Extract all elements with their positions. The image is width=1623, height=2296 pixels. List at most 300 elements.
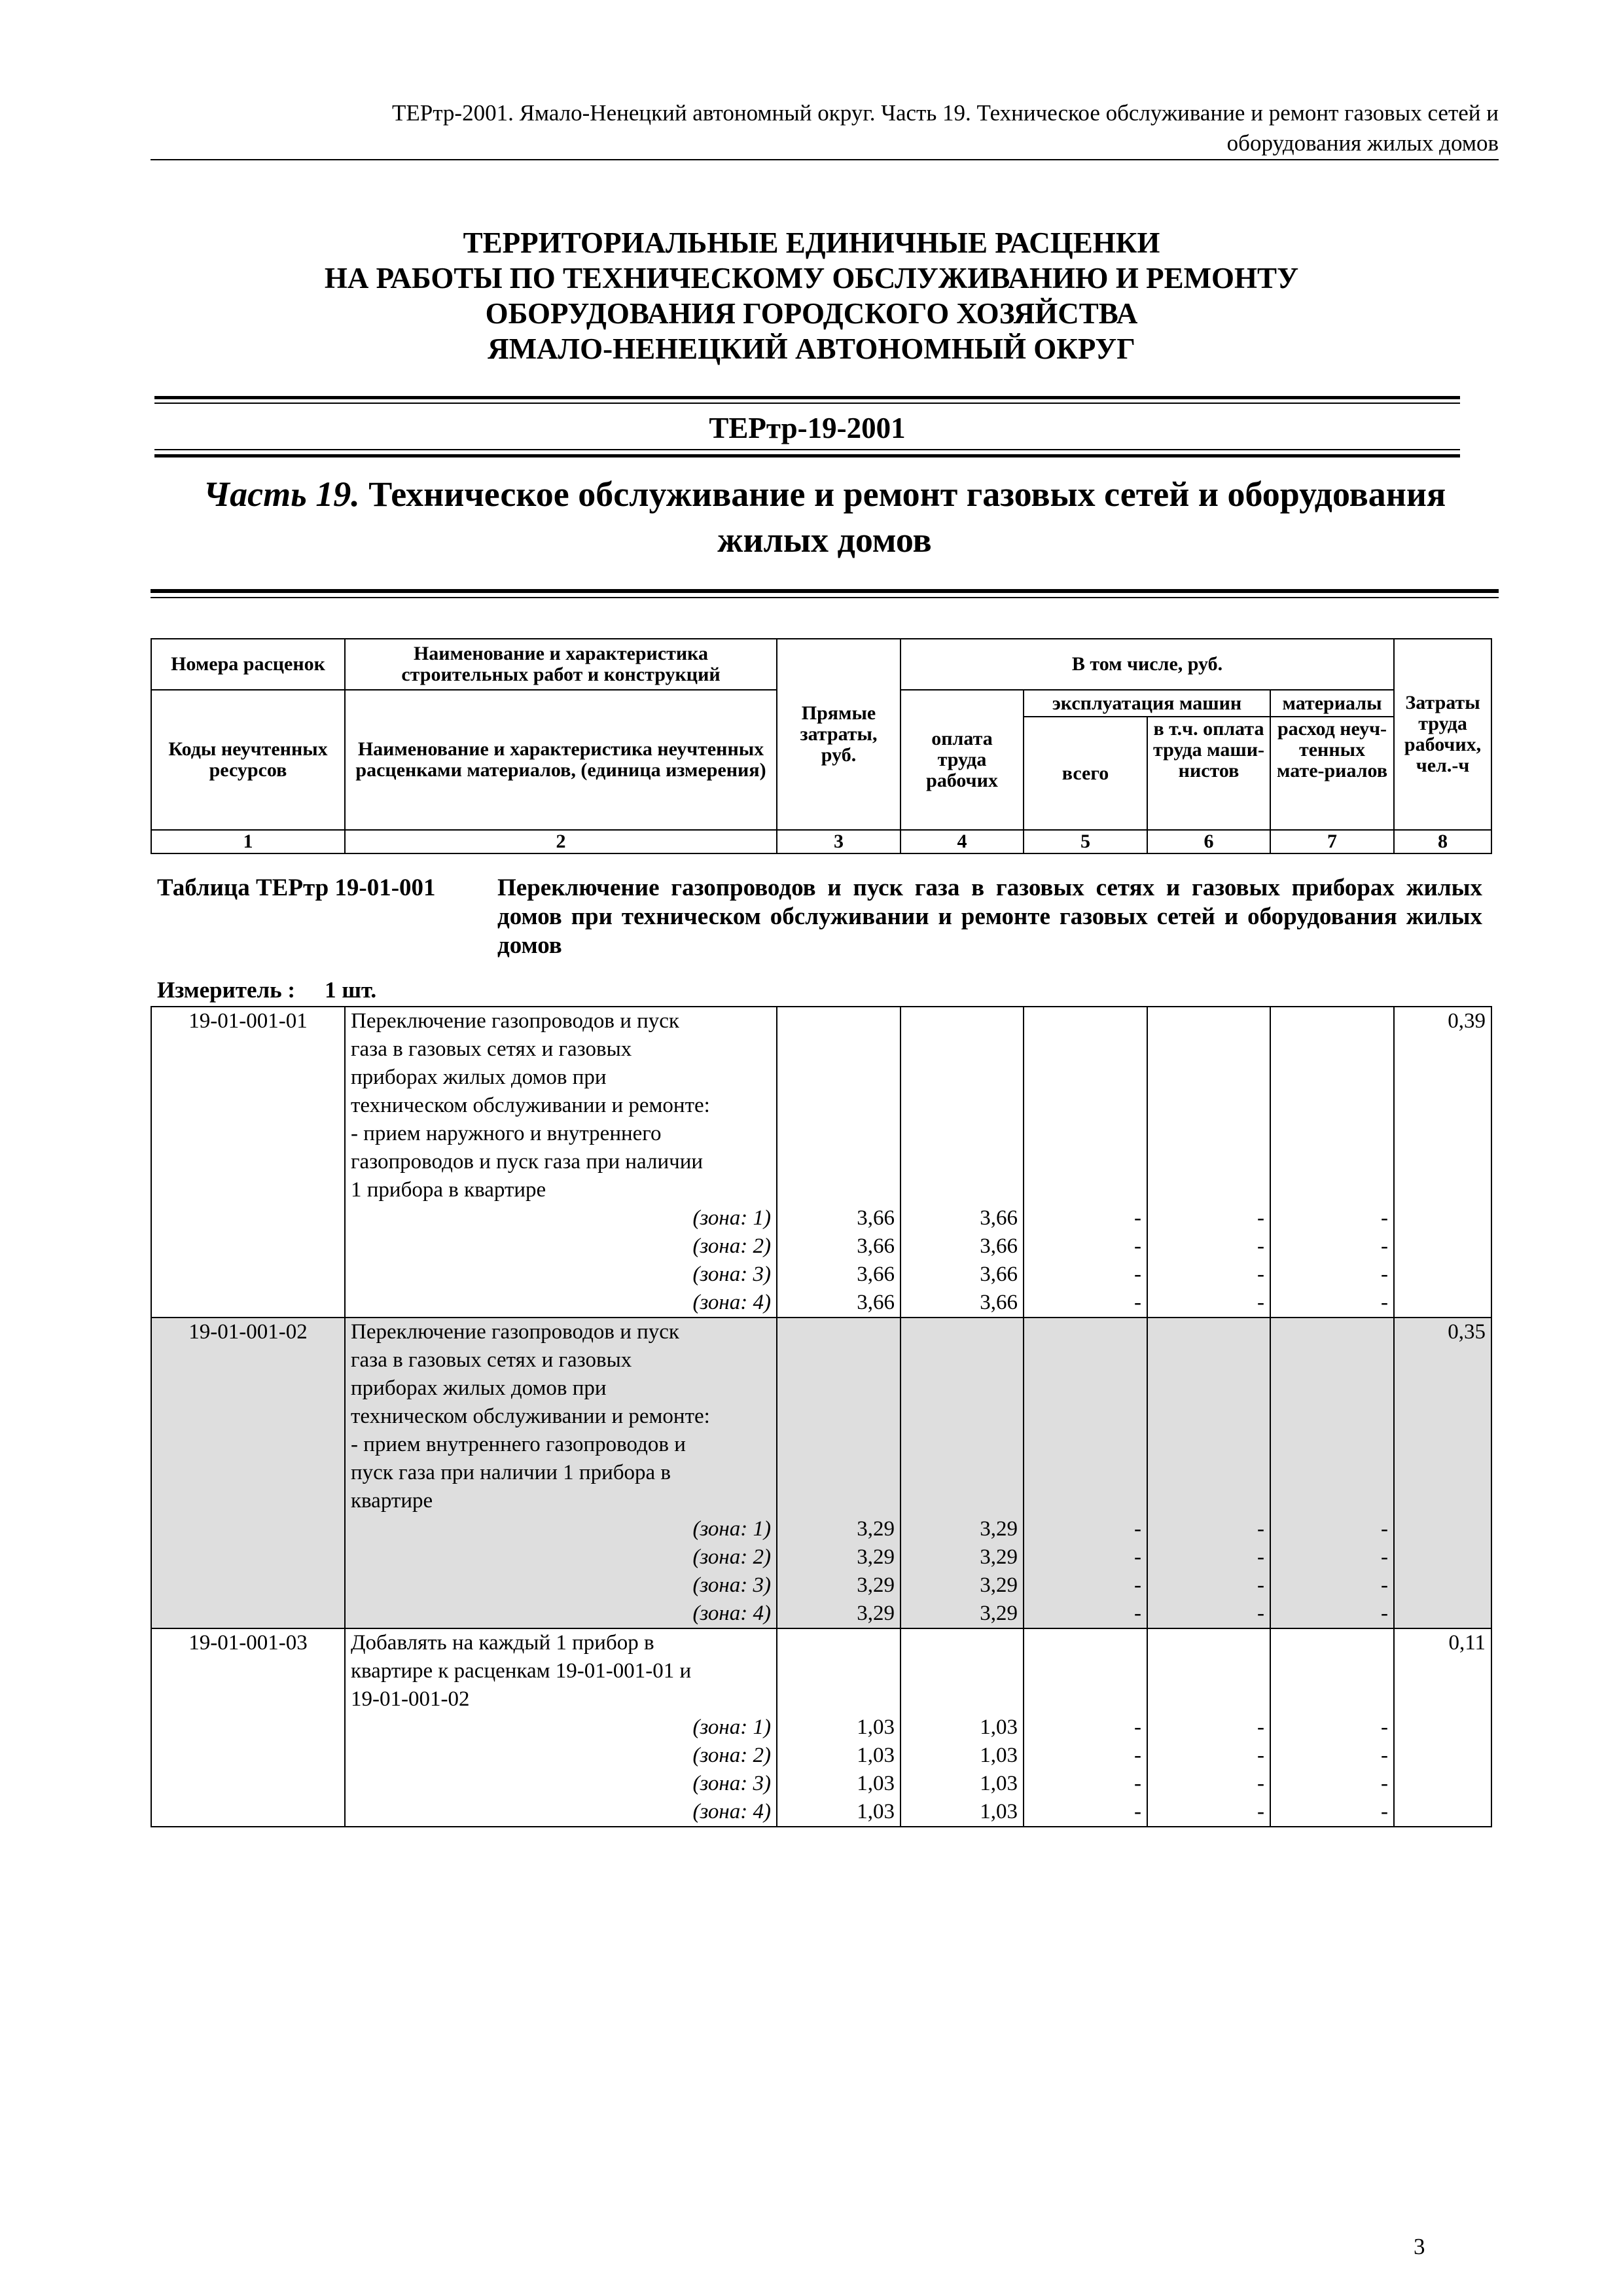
rate-code-cell [151, 1261, 345, 1289]
rate-zone-row [151, 1261, 1491, 1289]
machine-total-value: - [1024, 1770, 1147, 1798]
rate-zone-row [151, 1232, 1491, 1261]
materials-value: - [1270, 1742, 1394, 1770]
direct-cost-value: 3,66 [777, 1204, 901, 1232]
machine-total-value: - [1024, 1289, 1147, 1318]
header-machinist-pay: в т.ч. оплата труда маши-нистов [1147, 717, 1270, 829]
rate-code-cell [151, 1685, 345, 1713]
empty-cell [1270, 1374, 1394, 1403]
empty-cell [777, 1176, 901, 1204]
empty-cell [777, 1120, 901, 1148]
rate-description-line: Переключение газопроводов и пуск [345, 1007, 777, 1035]
column-number: 7 [1270, 830, 1394, 853]
column-header-table [151, 638, 1492, 854]
zone-label: (зона: 4) [345, 1798, 777, 1827]
empty-cell [1024, 1007, 1147, 1035]
column-number: 6 [1147, 830, 1270, 853]
rate-code-cell [151, 1431, 345, 1459]
empty-cell [777, 1487, 901, 1515]
column-number: 2 [345, 830, 777, 853]
rate-description-row [151, 1346, 1491, 1374]
rate-code-cell [151, 1403, 345, 1431]
empty-cell [777, 1685, 901, 1713]
rate-code-cell [151, 1770, 345, 1798]
double-rule-bottom-thin [154, 449, 1460, 450]
worker-pay-value: 3,66 [901, 1204, 1024, 1232]
machinist-pay-value: - [1147, 1204, 1270, 1232]
empty-cell [1024, 1487, 1147, 1515]
labor-cell [1394, 1035, 1491, 1064]
rates-table [151, 1006, 1492, 1827]
labor-cell [1394, 1742, 1491, 1770]
direct-cost-value: 1,03 [777, 1742, 901, 1770]
machine-total-value: - [1024, 1204, 1147, 1232]
empty-cell [777, 1148, 901, 1176]
empty-cell [1024, 1176, 1147, 1204]
labor-cell [1394, 1064, 1491, 1092]
empty-cell [1024, 1092, 1147, 1120]
rate-description-row [151, 1035, 1491, 1064]
empty-cell [1270, 1685, 1394, 1713]
worker-pay-value: 1,03 [901, 1798, 1024, 1827]
empty-cell [901, 1487, 1024, 1515]
rate-code-cell [151, 1798, 345, 1827]
header-including: В том числе, руб. [901, 639, 1394, 690]
empty-cell [777, 1403, 901, 1431]
empty-cell [1024, 1120, 1147, 1148]
labor-cell [1394, 1798, 1491, 1827]
rate-description-line: приборах жилых домов при [345, 1064, 777, 1092]
worker-pay-value: 3,29 [901, 1543, 1024, 1571]
empty-cell [1024, 1064, 1147, 1092]
rate-code: 19-01-001-03 [151, 1628, 345, 1657]
running-header-rule [151, 159, 1499, 160]
labor-cell [1394, 1543, 1491, 1571]
labor-cell [1394, 1713, 1491, 1742]
machine-total-value: - [1024, 1232, 1147, 1261]
empty-cell [777, 1459, 901, 1487]
rate-zone-row [151, 1770, 1491, 1798]
empty-cell [1024, 1346, 1147, 1374]
header-material-name: Наименование и характеристика неучтенных расценками материалов, (единица измерения) [345, 690, 777, 830]
empty-cell [1147, 1374, 1270, 1403]
empty-cell [1270, 1092, 1394, 1120]
rate-description-row [151, 1064, 1491, 1092]
machinist-pay-value: - [1147, 1742, 1270, 1770]
worker-pay-value: 3,29 [901, 1600, 1024, 1628]
machine-total-value: - [1024, 1742, 1147, 1770]
materials-value: - [1270, 1232, 1394, 1261]
empty-cell [901, 1176, 1024, 1204]
labor-cell [1394, 1431, 1491, 1459]
machine-total-value: - [1024, 1515, 1147, 1543]
rate-description-line: Добавлять на каждый 1 прибор в [345, 1628, 777, 1657]
worker-pay-value: 3,66 [901, 1261, 1024, 1289]
worker-pay-value: 3,29 [901, 1571, 1024, 1600]
empty-cell [777, 1374, 901, 1403]
empty-cell [1270, 1318, 1394, 1346]
empty-cell [1147, 1176, 1270, 1204]
rate-code-cell [151, 1346, 345, 1374]
materials-value: - [1270, 1770, 1394, 1798]
empty-cell [1147, 1120, 1270, 1148]
empty-cell [1147, 1148, 1270, 1176]
empty-cell [1024, 1459, 1147, 1487]
main-title-line-3: ОБОРУДОВАНИЯ ГОРОДСКОГО ХОЗЯЙСТВА [485, 297, 1138, 330]
empty-cell [777, 1007, 901, 1035]
direct-cost-value: 3,29 [777, 1515, 901, 1543]
direct-cost-value: 3,66 [777, 1261, 901, 1289]
header-machines-materials-block [1024, 690, 1394, 830]
labor-cell [1394, 1600, 1491, 1628]
empty-cell [1147, 1007, 1270, 1035]
machinist-pay-value: - [1147, 1515, 1270, 1543]
empty-cell [777, 1318, 901, 1346]
rate-description-row [151, 1176, 1491, 1204]
rate-description-row [151, 1657, 1491, 1685]
direct-cost-value: 1,03 [777, 1770, 901, 1798]
rate-code-cell [151, 1148, 345, 1176]
rate-description-line: 1 прибора в квартире [345, 1176, 777, 1204]
labor-cell [1394, 1770, 1491, 1798]
rate-description-line: Переключение газопроводов и пуск [345, 1318, 777, 1346]
rate-description-line: квартире к расценкам 19-01-001-01 и [345, 1657, 777, 1685]
empty-cell [1270, 1148, 1394, 1176]
part-title-line-1 [151, 471, 1499, 517]
empty-cell [1147, 1685, 1270, 1713]
labor-cell [1394, 1685, 1491, 1713]
direct-cost-value: 1,03 [777, 1713, 901, 1742]
labor-cell [1394, 1459, 1491, 1487]
rate-code-cell [151, 1742, 345, 1770]
worker-pay-value: 3,66 [901, 1289, 1024, 1318]
part-title-line-2: жилых домов [717, 520, 932, 560]
machinist-pay-value: - [1147, 1543, 1270, 1571]
labor-cell [1394, 1176, 1491, 1204]
empty-cell [1147, 1431, 1270, 1459]
rate-description-line: газопроводов и пуск газа при наличии [345, 1148, 777, 1176]
direct-cost-value: 3,66 [777, 1289, 901, 1318]
rate-description-row [151, 1685, 1491, 1713]
rate-description-line: приборах жилых домов при [345, 1374, 777, 1403]
materials-value: - [1270, 1261, 1394, 1289]
running-header [151, 98, 1499, 158]
labor-cell [1394, 1374, 1491, 1403]
empty-cell [901, 1403, 1024, 1431]
column-number: 3 [777, 830, 901, 853]
empty-cell [1024, 1035, 1147, 1064]
column-number: 1 [151, 830, 345, 853]
machinist-pay-value: - [1147, 1798, 1270, 1827]
rate-description-line: газа в газовых сетях и газовых [345, 1346, 777, 1374]
empty-cell [1270, 1120, 1394, 1148]
direct-cost-value: 1,03 [777, 1798, 901, 1827]
machine-total-value: - [1024, 1600, 1147, 1628]
zone-label: (зона: 2) [345, 1742, 777, 1770]
zone-label: (зона: 4) [345, 1289, 777, 1318]
empty-cell [1147, 1092, 1270, 1120]
rate-description-row [151, 1148, 1491, 1176]
rate-description-line: техническом обслуживании и ремонте: [345, 1092, 777, 1120]
empty-cell [1024, 1148, 1147, 1176]
rate-zone-row [151, 1204, 1491, 1232]
running-header-line-2: оборудования жилых домов [1226, 130, 1499, 156]
rate-description-row [151, 1403, 1491, 1431]
rate-description-row [151, 1628, 1491, 1657]
empty-cell [901, 1346, 1024, 1374]
labor-cell [1394, 1403, 1491, 1431]
empty-cell [1024, 1374, 1147, 1403]
rate-description-row [151, 1374, 1491, 1403]
empty-cell [901, 1007, 1024, 1035]
empty-cell [777, 1064, 901, 1092]
direct-cost-value: 3,29 [777, 1600, 901, 1628]
header-subtable [1024, 691, 1393, 829]
header-labor-costs: Затраты труда рабочих, чел.-ч [1394, 639, 1491, 830]
rate-zone-row [151, 1713, 1491, 1742]
empty-cell [1147, 1487, 1270, 1515]
section-rule-thin [151, 597, 1499, 598]
rate-code-cell [151, 1120, 345, 1148]
empty-cell [777, 1092, 901, 1120]
empty-cell [1270, 1035, 1394, 1064]
empty-cell [901, 1459, 1024, 1487]
machine-total-value: - [1024, 1798, 1147, 1827]
empty-cell [777, 1346, 901, 1374]
labor-cell [1394, 1487, 1491, 1515]
empty-cell [901, 1628, 1024, 1657]
empty-cell [901, 1148, 1024, 1176]
rate-description-row [151, 1487, 1491, 1515]
empty-cell [1270, 1176, 1394, 1204]
header-work-name: Наименование и характеристика строительных работ и конструкций [345, 639, 777, 690]
empty-cell [901, 1318, 1024, 1346]
labor-cell [1394, 1120, 1491, 1148]
direct-cost-value: 3,66 [777, 1232, 901, 1261]
rate-zone-row [151, 1289, 1491, 1318]
machinist-pay-value: - [1147, 1289, 1270, 1318]
empty-cell [901, 1120, 1024, 1148]
empty-cell [901, 1064, 1024, 1092]
rate-description-line: газа в газовых сетях и газовых [345, 1035, 777, 1064]
empty-cell [901, 1657, 1024, 1685]
empty-cell [1147, 1318, 1270, 1346]
zone-label: (зона: 2) [345, 1543, 777, 1571]
machine-total-value: - [1024, 1571, 1147, 1600]
labor-cost-value: 0,35 [1394, 1318, 1491, 1346]
empty-cell [1024, 1318, 1147, 1346]
empty-cell [901, 1035, 1024, 1064]
column-number: 5 [1024, 830, 1147, 853]
double-rule-bottom [154, 454, 1460, 457]
rate-zone-row [151, 1742, 1491, 1770]
header-materials: материалы [1270, 691, 1393, 717]
direct-cost-value: 3,29 [777, 1543, 901, 1571]
rate-code-cell [151, 1487, 345, 1515]
empty-cell [1270, 1628, 1394, 1657]
header-machine-total: всего [1024, 717, 1147, 829]
zone-label: (зона: 4) [345, 1600, 777, 1628]
rate-zone-row [151, 1571, 1491, 1600]
worker-pay-value: 3,66 [901, 1232, 1024, 1261]
part-label: Часть 19. [203, 475, 360, 514]
zone-label: (зона: 3) [345, 1571, 777, 1600]
rate-code-cell [151, 1459, 345, 1487]
labor-cell [1394, 1148, 1491, 1176]
empty-cell [1270, 1007, 1394, 1035]
empty-cell [1147, 1628, 1270, 1657]
machinist-pay-value: - [1147, 1571, 1270, 1600]
rate-zone-row [151, 1515, 1491, 1543]
materials-value: - [1270, 1571, 1394, 1600]
labor-cell [1394, 1232, 1491, 1261]
labor-cell [1394, 1657, 1491, 1685]
rate-description-row [151, 1459, 1491, 1487]
table-description: Переключение газопроводов и пуск газа в газовых сетях и газовых приборах жилых домов при техническом обслуживании и ремонте газовых сетей и оборудования жилых домов [497, 874, 1482, 959]
worker-pay-value: 1,03 [901, 1742, 1024, 1770]
rate-code: 19-01-001-01 [151, 1007, 345, 1035]
materials-value: - [1270, 1515, 1394, 1543]
empty-cell [1270, 1346, 1394, 1374]
zone-label: (зона: 1) [345, 1515, 777, 1543]
column-number: 4 [901, 830, 1024, 853]
materials-value: - [1270, 1543, 1394, 1571]
zone-label: (зона: 1) [345, 1204, 777, 1232]
rate-description-row [151, 1092, 1491, 1120]
main-title-line-4: ЯМАЛО-НЕНЕЦКИЙ АВТОНОМНЫЙ ОКРУГ [488, 332, 1135, 365]
machinist-pay-value: - [1147, 1600, 1270, 1628]
header-direct-costs: Прямые затраты, руб. [777, 639, 901, 830]
rate-code-cell [151, 1064, 345, 1092]
rate-code-cell [151, 1289, 345, 1318]
materials-value: - [1270, 1600, 1394, 1628]
empty-cell [901, 1374, 1024, 1403]
empty-cell [1270, 1431, 1394, 1459]
header-unaccounted-materials: расход неуч-тенных мате-риалов [1270, 717, 1393, 829]
rate-zone-row [151, 1543, 1491, 1571]
machine-total-value: - [1024, 1543, 1147, 1571]
main-title-line-2: НА РАБОТЫ ПО ТЕХНИЧЕСКОМУ ОБСЛУЖИВАНИЮ И РЕМОНТУ [324, 262, 1299, 295]
rate-description-line: - прием внутреннего газопроводов и [345, 1431, 777, 1459]
machinist-pay-value: - [1147, 1261, 1270, 1289]
empty-cell [1024, 1431, 1147, 1459]
labor-cost-value: 0,11 [1394, 1628, 1491, 1657]
double-rule-top [154, 396, 1460, 399]
section-rule [151, 589, 1499, 593]
rate-code-cell [151, 1204, 345, 1232]
empty-cell [1024, 1628, 1147, 1657]
rate-description-line: техническом обслуживании и ремонте: [345, 1403, 777, 1431]
labor-cell [1394, 1204, 1491, 1232]
labor-cell [1394, 1571, 1491, 1600]
rate-zone-row [151, 1798, 1491, 1827]
empty-cell [777, 1035, 901, 1064]
rate-description-row [151, 1431, 1491, 1459]
worker-pay-value: 1,03 [901, 1713, 1024, 1742]
rate-code: 19-01-001-02 [151, 1318, 345, 1346]
empty-cell [777, 1431, 901, 1459]
machine-total-value: - [1024, 1713, 1147, 1742]
rate-code-cell [151, 1713, 345, 1742]
empty-cell [901, 1092, 1024, 1120]
rate-code-cell [151, 1176, 345, 1204]
main-title-line-1: ТЕРРИТОРИАЛЬНЫЕ ЕДИНИЧНЫЕ РАСЦЕНКИ [463, 226, 1160, 259]
labor-cell [1394, 1261, 1491, 1289]
zone-label: (зона: 1) [345, 1713, 777, 1742]
rate-code-cell [151, 1515, 345, 1543]
empty-cell [1270, 1487, 1394, 1515]
materials-value: - [1270, 1289, 1394, 1318]
rate-description-line: - прием наружного и внутреннего [345, 1120, 777, 1148]
machinist-pay-value: - [1147, 1232, 1270, 1261]
measurer-value: 1 шт. [325, 977, 377, 1003]
empty-cell [1024, 1403, 1147, 1431]
header-resource-codes: Коды неучтенных ресурсов [151, 690, 345, 830]
rate-code-cell [151, 1571, 345, 1600]
rates-table-body [151, 1007, 1491, 1827]
running-header-line-1: ТЕРтр-2001. Ямало-Ненецкий автономный округ. Часть 19. Техническое обслуживание и ремонт газовых сетей и [391, 100, 1499, 126]
rate-code-cell [151, 1600, 345, 1628]
rate-description-row [151, 1318, 1491, 1346]
column-number: 8 [1394, 830, 1491, 853]
double-rule-top-thin [154, 403, 1460, 404]
rate-code-cell [151, 1092, 345, 1120]
table-label: Таблица ТЕРтр 19-01-001 [157, 874, 436, 901]
empty-cell [901, 1685, 1024, 1713]
empty-cell [1270, 1403, 1394, 1431]
rate-description-line: пуск газа при наличии 1 прибора в [345, 1459, 777, 1487]
rate-code-cell [151, 1543, 345, 1571]
materials-value: - [1270, 1798, 1394, 1827]
rate-code-cell [151, 1657, 345, 1685]
part-title [151, 471, 1499, 563]
empty-cell [777, 1657, 901, 1685]
empty-cell [1270, 1064, 1394, 1092]
zone-label: (зона: 2) [345, 1232, 777, 1261]
machinist-pay-value: - [1147, 1770, 1270, 1798]
rate-description-row [151, 1007, 1491, 1035]
empty-cell [1147, 1403, 1270, 1431]
rate-description-line: 19-01-001-02 [345, 1685, 777, 1713]
zone-label: (зона: 3) [345, 1770, 777, 1798]
empty-cell [1147, 1346, 1270, 1374]
worker-pay-value: 3,29 [901, 1515, 1024, 1543]
labor-cell [1394, 1289, 1491, 1318]
part-title-text: Техническое обслуживание и ремонт газовых сетей и оборудования [368, 475, 1446, 514]
page-number: 3 [1414, 2234, 1425, 2259]
rate-code-cell [151, 1232, 345, 1261]
header-machine-operation: эксплуатация машин [1024, 691, 1270, 717]
materials-value: - [1270, 1713, 1394, 1742]
empty-cell [1270, 1459, 1394, 1487]
header-worker-pay: оплата труда рабочих [901, 690, 1024, 830]
empty-cell [777, 1628, 901, 1657]
machinist-pay-value: - [1147, 1713, 1270, 1742]
materials-value: - [1270, 1204, 1394, 1232]
machine-total-value: - [1024, 1261, 1147, 1289]
empty-cell [1147, 1459, 1270, 1487]
rate-code-cell [151, 1374, 345, 1403]
rate-description-row [151, 1120, 1491, 1148]
header-rate-numbers: Номера расценок [151, 639, 345, 690]
measurer-label: Измеритель : [157, 977, 296, 1003]
labor-cell [1394, 1092, 1491, 1120]
worker-pay-value: 1,03 [901, 1770, 1024, 1798]
labor-cell [1394, 1515, 1491, 1543]
direct-cost-value: 3,29 [777, 1571, 901, 1600]
empty-cell [1270, 1657, 1394, 1685]
main-title [151, 225, 1472, 367]
